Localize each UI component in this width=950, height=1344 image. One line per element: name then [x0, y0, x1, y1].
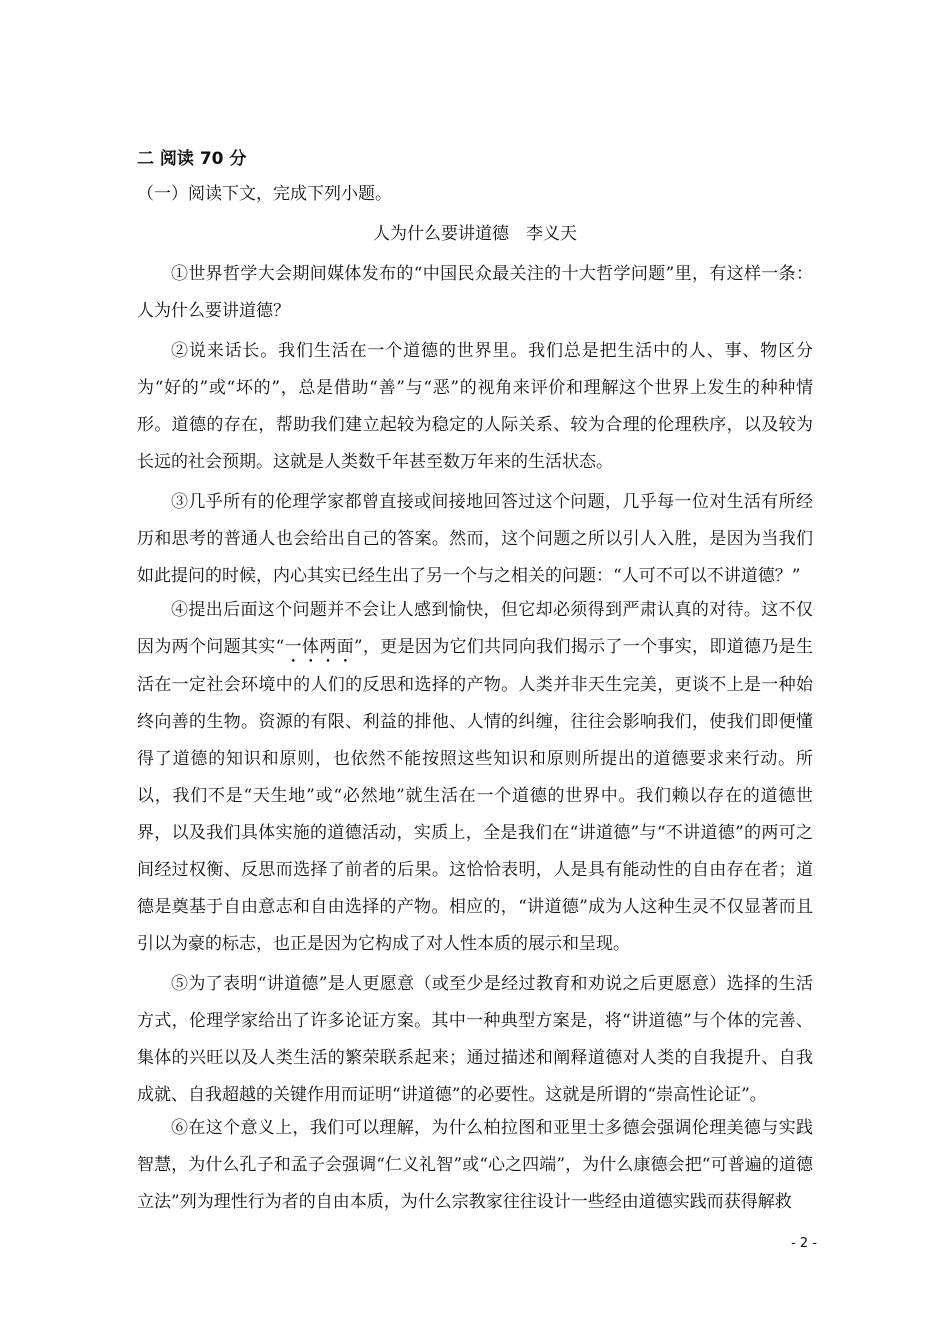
- paragraph-4-before: ④提出后面这个问题并不会让人感到愉快，但它却必须得到严肃认真的对待。这不仅因为两个问题其实“: [137, 600, 813, 657]
- paragraph-6: ⑥在这个意义上，我们可以理解，为什么柏拉图和亚里士多德会强调伦理美德与实践智慧，为什么孔子和孟子会强调“仁义礼智”或“心之四端”，为什么康德会把“可普遍的道德立法”列为理性行为者的自由本质，为什么宗教家往往设计一些经由道德实践而获得解救: [137, 1118, 813, 1212]
- paragraph-2: ②说来话长。我们生活在一个道德的世界里。我们总是把生活中的人、事、物区分为“好的”或“坏的”，总是借助“善”与“恶”的视角来评价和理解这个世界上发生的种种情形。道德的存在，帮助我们建立起较为稳定的人际关系、较为合理的伦理秩序，以及较为长远的社会预期。这就是人类数千年甚至数万年来的生活状态。: [137, 341, 813, 472]
- section-instruction: （一）阅读下文，完成下列小题。: [137, 184, 392, 204]
- section-heading: 二 阅读 70 分: [137, 149, 247, 169]
- paragraph-3: ③几乎所有的伦理学家都曾直接或间接地回答过这个问题，几乎每一位对生活有所经历和思考的普通人也会给出自己的答案。然而，这个问题之所以引人入胜，是因为当我们如此提问的时候，内心其实已经生出了另一个与之相关的问题：“人可不可以不讲道德？”: [137, 492, 813, 586]
- emphasized-phrase: 一体两面: [284, 637, 354, 657]
- article-title: 人为什么要讲道德 李义天: [373, 224, 577, 244]
- page-number: - 2 -: [791, 1236, 817, 1251]
- paragraph-4: [137, 592, 813, 963]
- paragraph-5: ⑤为了表明“讲道德”是人更愿意（或至少是经过教育和劝说之后更愿意）选择的生活方式，伦理学家给出了许多论证方案。其中一种典型方案是，将“讲道德”与个体的完善、集体的兴旺以及人类生活的繁荣联系起来；通过描述和阐释道德对人类的自我提升、自我成就、自我超越的关键作用而证明“讲道德”的必要性。这就是所谓的“崇高性论证”。: [137, 974, 813, 1105]
- paragraph-4-after: ”，更是因为它们共同向我们揭示了一个事实，即道德乃是生活在一定社会环境中的人们的反思和选择的产物。人类并非天生完美，更谈不上是一种始终向善的生物。资源的有限、利益的排他、人情的纠缠，往往会影响我们，使我们即便懂得了道德的知识和原则，也依然不能按照这些知识和原则所提出的道德要求来行动。所以，我们不是“天生地”或“必然地”就生活在一个道德的世界中。我们赖以存在的道德世界，以及我们具体实施的道德活动，实质上，全是我们在“讲道德”与“不讲道德”的两可之间经过权衡、反思而选择了前者的后果。这恰恰表明，人是具有能动性的自由存在者；道德是奠基于自由意志和自由选择的产物。相应的，“讲道德”成为人这种生灵不仅显著而且引以为豪的标志，也正是因为它构成了对人性本质的展示和呈现。: [137, 637, 813, 954]
- paragraph-1: ①世界哲学大会期间媒体发布的“中国民众最关注的十大哲学问题”里，有这样一条：人为什么要讲道德？: [137, 264, 813, 321]
